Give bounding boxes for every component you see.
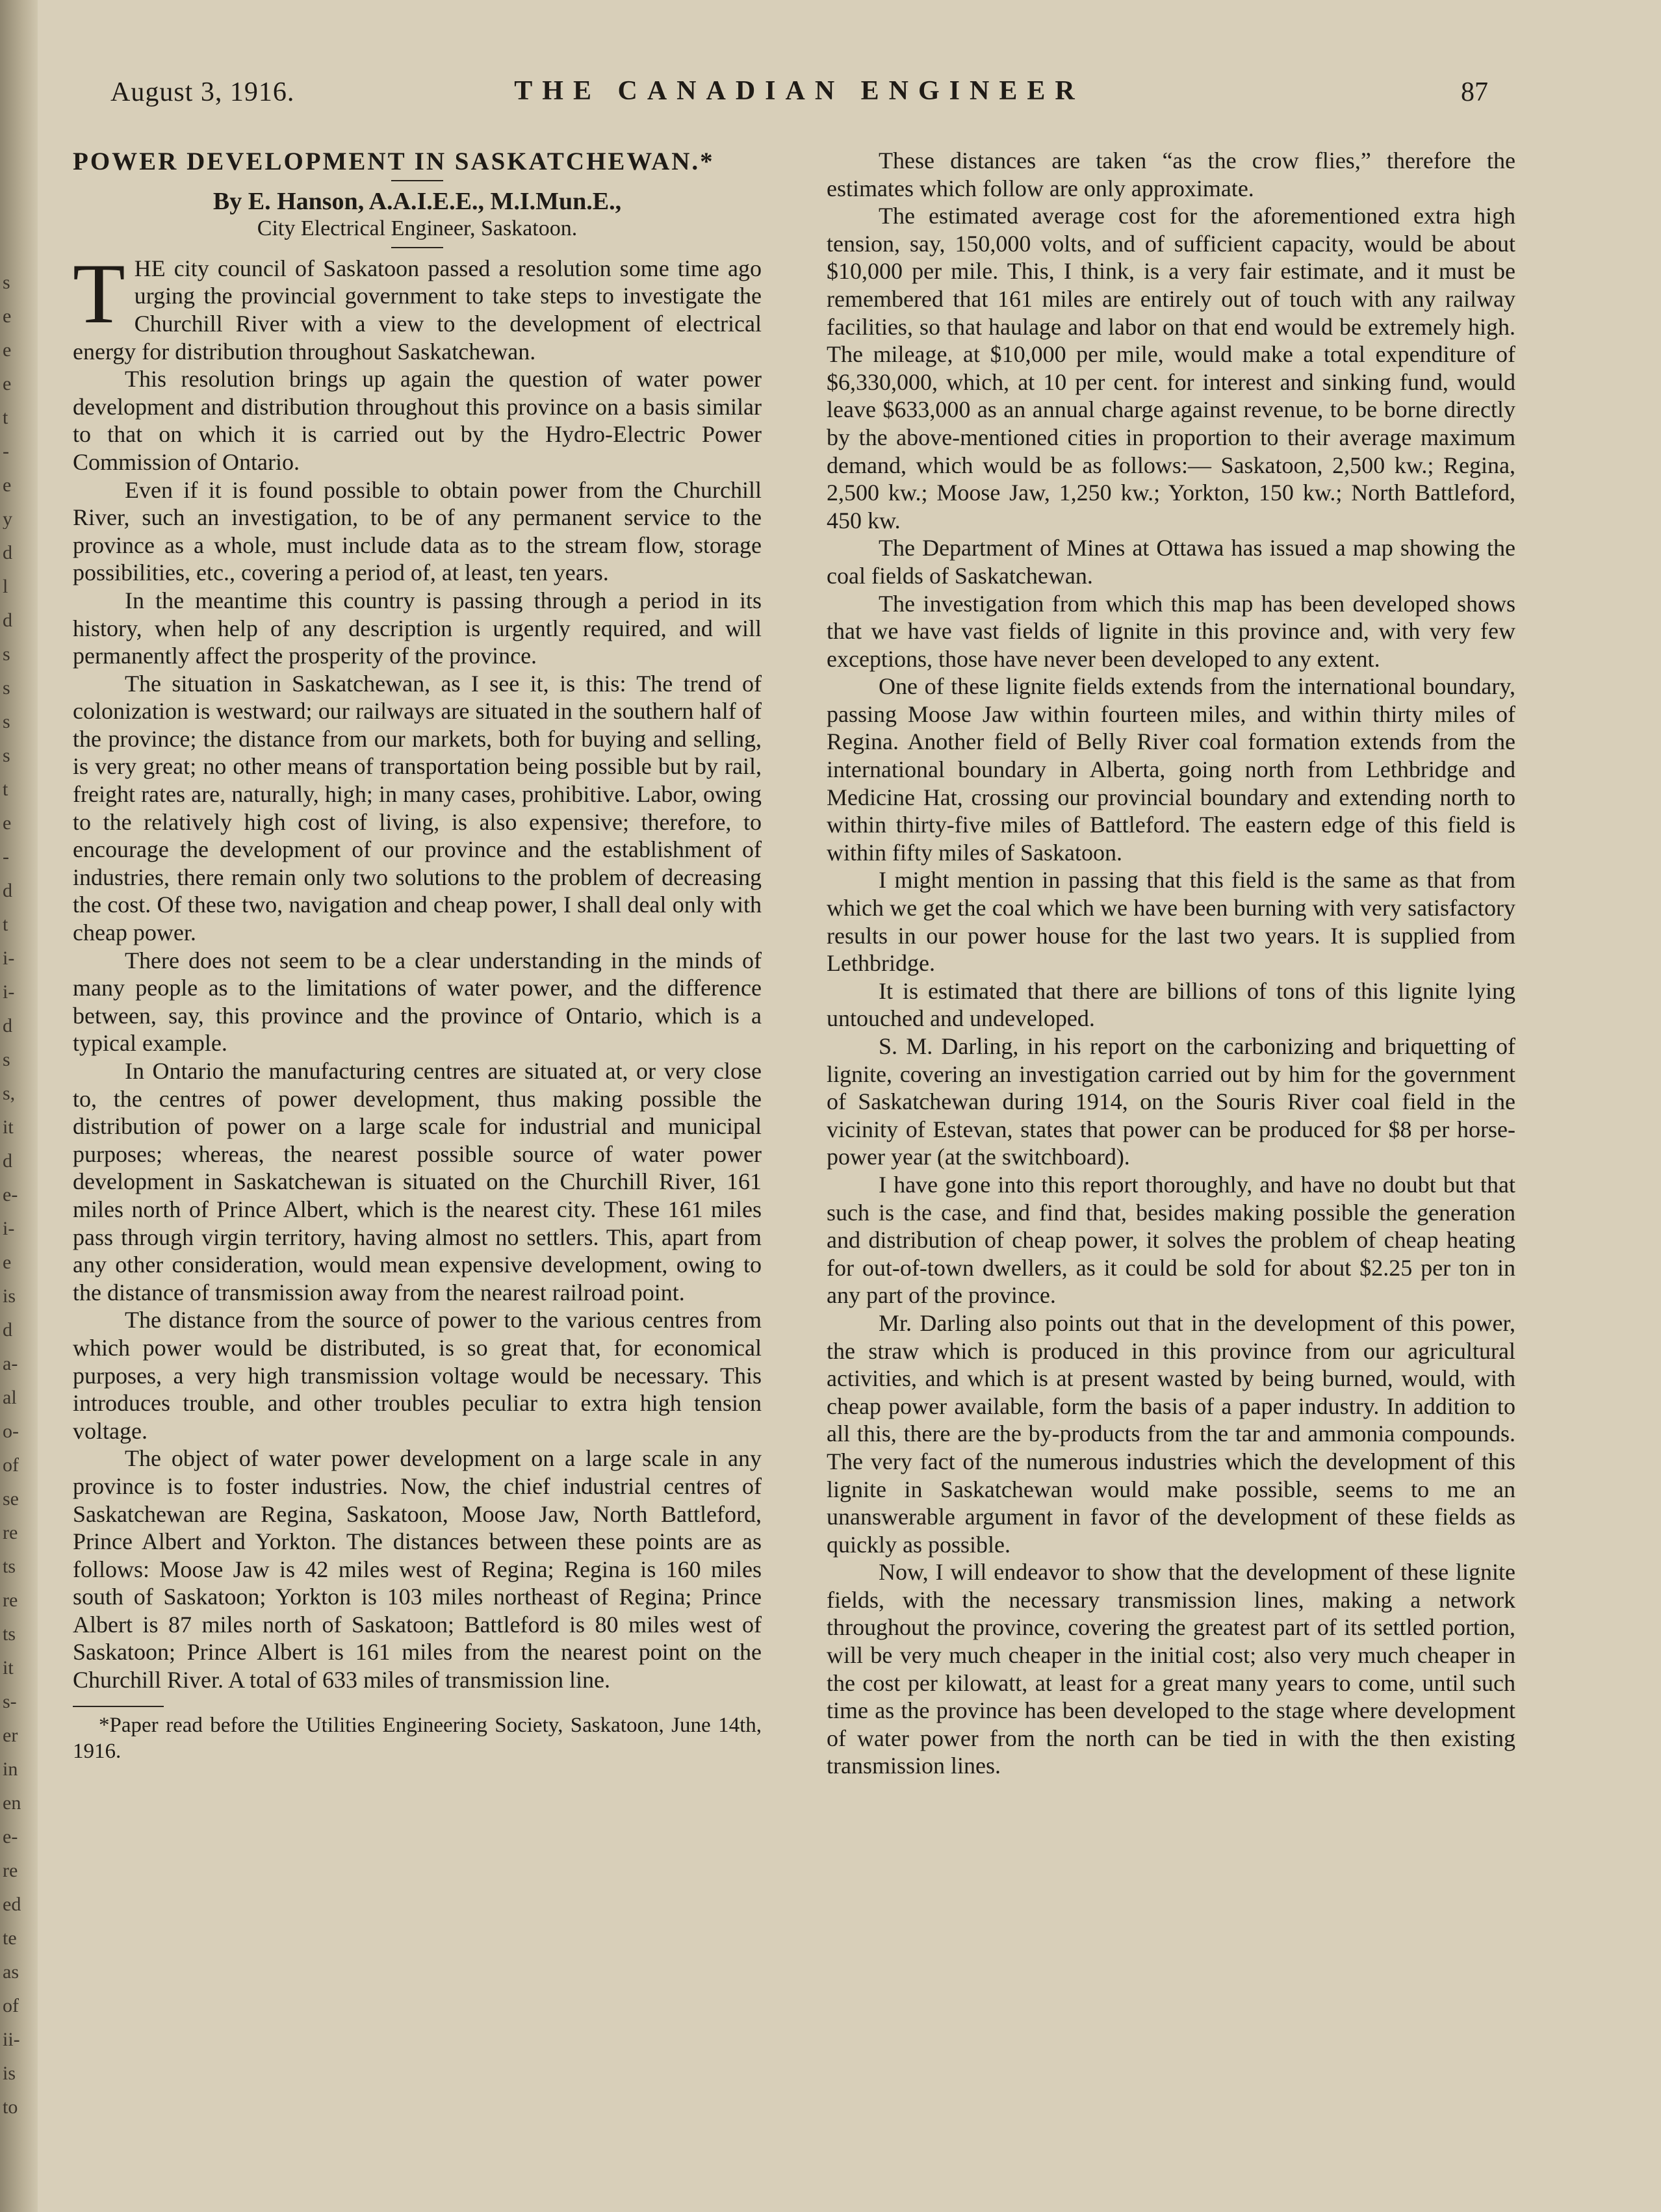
right-column-paragraph: The Department of Mines at Ottawa has issued a map showing the coal fields of Saskatchewan. xyxy=(827,535,1515,589)
left-column-paragraph: This resolution brings up again the question of water power development and distribution throughout this province on a basis similar to that on which it is carried out by the Hydro-Electric Power Commission of Ontario. xyxy=(73,366,762,475)
left-column-paragraph: There does not seem to be a clear understanding in the minds of many people as to the limitations of water power, and the difference between, say, this province and the province of Ontario, which is a typical example. xyxy=(73,947,762,1057)
footnote: *Paper read before the Utilities Engineering Society, Saskatoon, June 14th, 1916. xyxy=(73,1713,762,1763)
facing-page-fragment: ed xyxy=(3,1895,21,1914)
facing-page-fragment: e xyxy=(3,476,12,495)
facing-page-fragment: o- xyxy=(3,1422,19,1441)
drop-cap: T xyxy=(73,245,125,341)
left-column-paragraph: In Ontario the manufacturing centres are situated at, or very close to, the centres of power development, thus making possible the distribution of power on a large scale for industrial and municipal purposes; whereas, the nearest possible source of water power development in Saskatchewan is situated on the Churchill River, 161 miles north of Prince Albert, which is the nearest city. These 161 miles pass through virgin territory, having almost no settlers. This, apart from any other consideration, would mean expensive development, owing to the distance of transmission away from the nearest railroad point. xyxy=(73,1058,762,1305)
facing-page-fragment: d xyxy=(3,1016,12,1036)
facing-page-fragment: d xyxy=(3,611,12,630)
byline-rule xyxy=(391,247,443,248)
right-column-paragraph: One of these lignite fields extends from the international boundary, passing Moose Jaw within fourteen miles, and within thirty miles of Regina. Another field of Belly River coal formation extends from the international boundary in Alberta, going north from Lethbridge and Medicine Hat, crossing our provincial boundary and extending north to within thirty-five miles of Battleford. The eastern edge of this field is within fifty miles of Saskatoon. xyxy=(827,673,1515,866)
facing-page-fragment: e xyxy=(3,1253,12,1272)
facing-page-fragment: d xyxy=(3,881,12,901)
left-column-paragraph: The object of water power development on a large scale in any province is to foster industries. Now, the chief industrial centres of Saskatchewan are Regina, Saskatoon, Moose Jaw, North Battleford, Prince Albert and Yorkton. The distances between these points are as follows: Moose Jaw is 42 miles west of Regina; Regina is 160 miles south of Saskatoon; Yorkton is 103 miles northeast of Regina; Prince Albert is 87 miles north of Saskatoon; Battleford is 80 miles west of Saskatoon; Prince Albert is 161 miles from the nearest point on the Churchill River. A total of 633 miles of transmission line. xyxy=(73,1445,762,1693)
right-column-paragraph: The estimated average cost for the aforementioned extra high tension, say, 150,000 volts, and of sufficient capacity, would be about $10,000 per mile. This, I think, is a very fair estimate, and it must be remembered that 161 miles are entirely out of touch with any railway facilities, so that haulage and labor on that end would be extremely high. The mileage, at $10,000 per mile, would make a total expenditure of $6,330,000, which, at 10 per cent. for interest and sinking fund, would leave $633,000 as an annual charge against revenue, to be borne directly by the above-mentioned cities in proportion to their average maximum demand, which would be as follows:— Saskatoon, 2,500 kw.; Regina, 2,500 kw.; Moose Jaw, 1,250 kw.; Yorkton, 150 kw.; North Battleford, 450 kw. xyxy=(827,203,1515,534)
right-column-paragraph: The investigation from which this map has been developed shows that we have vast fields of lignite in this province and, with very few exceptions, those have never been developed to any extent. xyxy=(827,590,1515,672)
facing-page-fragment: e xyxy=(3,307,12,326)
right-column-paragraph: I have gone into this report thoroughly, and have no doubt but that such is the case, and find that, besides making possible the generation and distribution of cheap power, it solves the problem of cheap heating for out-of-town dwellers, as it could be sold for about $2.25 per ton in any part of the province. xyxy=(827,1171,1515,1309)
facing-page-fragment: e xyxy=(3,374,12,394)
facing-page-fragment: as xyxy=(3,1962,19,1982)
running-head xyxy=(110,71,1488,117)
left-column xyxy=(73,148,762,1764)
title-rule xyxy=(391,180,443,181)
left-column-paragraph: Even if it is found possible to obtain power from the Churchill River, such an investigation, to be of any permanent service to the province as a whole, must include data as to the stream flow, storage possibilities, etc., covering a period of, at least, ten years. xyxy=(73,476,762,586)
facing-page-fragment: e- xyxy=(3,1827,18,1847)
author-affiliation: City Electrical Engineer, Saskatoon. xyxy=(257,216,578,241)
page-number: 87 xyxy=(1461,77,1488,107)
facing-page-fragment: te xyxy=(3,1929,17,1948)
left-column-paragraph: The distance from the source of power to the various centres from which power would be distributed, is so great that, for economical purposes, a very high transmission voltage would be necessary. This introduces trouble, and other troubles peculiar to extra high tension voltage. xyxy=(73,1307,762,1444)
facing-page-fragment: t xyxy=(3,408,8,428)
facing-page-fragment: s- xyxy=(3,1692,17,1712)
left-column-paragraph: The situation in Saskatchewan, as I see it, is this: The trend of colonization is westward; our railways are situated in the southern half of the province; the distance from our markets, both for buying and selling, is very great; no other means of transportation being possible but by rail, freight rates are, naturally, high; in many cases, prohibitive. Labor, owing to the relatively high cost of living, is also expensive; therefore, to encourage the development of our province and the establishment of industries, there remain only two solutions to the problem of decreasing the cost. Of these two, navigation and cheap power, I shall deal only with cheap power. xyxy=(73,670,762,946)
facing-page-fragment: s xyxy=(3,1050,10,1070)
right-column-paragraph: Mr. Darling also points out that in the development of this power, the straw which is produced in this province from our agricultural activities, and which is at present wasted by being burned, would, with cheap power available, form the basis of a paper industry. In addition to all this, there are the by-products from the tar and ammonia compounds. The very fact of the numerous industries which the development of this lignite in Saskatchewan would make possible, seems to me an unanswerable argument in favor of the development of these fields as quickly as possible. xyxy=(827,1309,1515,1558)
facing-page-fragment: en xyxy=(3,1794,21,1813)
facing-page-fragment: y xyxy=(3,509,12,529)
facing-page-fragment: i- xyxy=(3,949,15,968)
facing-page-fragment: e- xyxy=(3,1185,18,1205)
facing-page-fragment: al xyxy=(3,1388,17,1408)
facing-page-fragment: of xyxy=(3,1996,19,2016)
facing-page-fragment: d xyxy=(3,1151,12,1171)
facing-page-fragment: e xyxy=(3,341,12,360)
facing-page-fragment: - xyxy=(3,847,9,867)
facing-page-fragment: s xyxy=(3,712,10,732)
facing-page-fragment: d xyxy=(3,1320,12,1340)
facing-page-fragment: s, xyxy=(3,1084,16,1103)
facing-page-fragment: re xyxy=(3,1591,18,1610)
left-column-paragraph: In the meantime this country is passing through a period in its history, when help of any description is urgently required, and will permanently affect the prosperity of the province. xyxy=(73,587,762,669)
right-column-paragraph: These distances are taken “as the crow flies,” therefore the estimates which follow are only approximate. xyxy=(827,148,1515,201)
facing-page-fragment: l xyxy=(3,577,8,597)
facing-page-fragment: ii- xyxy=(3,2030,20,2050)
facing-page-fragment: s xyxy=(3,746,10,765)
right-column-paragraph: It is estimated that there are billions of tons of this lignite lying untouched and undeveloped. xyxy=(827,977,1515,1032)
journal-title: THE CANADIAN ENGINEER xyxy=(514,76,1085,106)
facing-page-fragment: i- xyxy=(3,1219,15,1239)
right-column xyxy=(827,147,1515,1780)
article-title: POWER DEVELOPMENT IN SASKATCHEWAN.* xyxy=(73,148,715,175)
facing-page-fragment: e xyxy=(3,814,12,833)
facing-page-fragment: is xyxy=(3,1287,16,1306)
issue-date: August 3, 1916. xyxy=(110,77,295,107)
facing-page-fragment: to xyxy=(3,2098,18,2117)
facing-page-fragment: - xyxy=(3,442,9,461)
facing-page-fragment: s xyxy=(3,678,10,698)
facing-page-fragment: it xyxy=(3,1658,14,1678)
right-column-paragraph: I might mention in passing that this field is the same as that from which we get the coal which we have been burning with very satisfactory results in our power house for the last two years. It is supplied from Lethbridge. xyxy=(827,867,1515,977)
facing-page-fragment: s xyxy=(3,645,10,664)
facing-page-fragment: d xyxy=(3,543,12,563)
facing-page-fragment: ts xyxy=(3,1557,16,1576)
right-column-paragraph: Now, I will endeavor to show that the development of these lignite fields, with the necessary transmission lines, making a network throughout the province, covering the greatest part of its settled portion, will be very much cheaper in the initial cost; also very much cheaper in the cost per kilowatt, at least for a great many years to come, until such time as the province has been developed to the stage where development of water power from the north can be tied in with the then existing transmission lines. xyxy=(827,1559,1515,1779)
author-byline: By E. Hanson, A.A.I.E.E., M.I.Mun.E., xyxy=(212,187,622,215)
facing-page-fragment: se xyxy=(3,1489,19,1509)
facing-page-fragment: ts xyxy=(3,1625,16,1644)
facing-page-fragment: a- xyxy=(3,1354,18,1374)
facing-page-fragment: it xyxy=(3,1118,14,1137)
facing-page-fragment: s xyxy=(3,273,10,292)
facing-page-fragment: re xyxy=(3,1523,18,1543)
footnote-rule xyxy=(73,1706,164,1707)
facing-page-fragment: re xyxy=(3,1861,18,1881)
facing-page-fragment: t xyxy=(3,915,8,934)
opening-paragraph xyxy=(73,245,762,365)
facing-page-fragment: i- xyxy=(3,983,15,1002)
opening-paragraph-text: HE city council of Saskatoon passed a resolution some time ago urging the provincial government to take steps to investigate the Churchill River with a view to the development of electrical energy for distribution throughout Saskatchewan. xyxy=(73,255,762,365)
facing-page-fragment: er xyxy=(3,1726,18,1745)
facing-page-fragment: is xyxy=(3,2064,16,2083)
facing-page-fragment: in xyxy=(3,1760,18,1779)
facing-page-fragment: t xyxy=(3,780,8,799)
right-column-paragraph: S. M. Darling, in his report on the carbonizing and briquetting of lignite, covering an investigation carried out by him for the government of Saskatchewan during 1914, on the Souris River coal field in the vicinity of Estevan, states that power can be produced for $8 per horse-power year (at the switchboard). xyxy=(827,1033,1515,1170)
facing-page-fragment: of xyxy=(3,1456,19,1475)
